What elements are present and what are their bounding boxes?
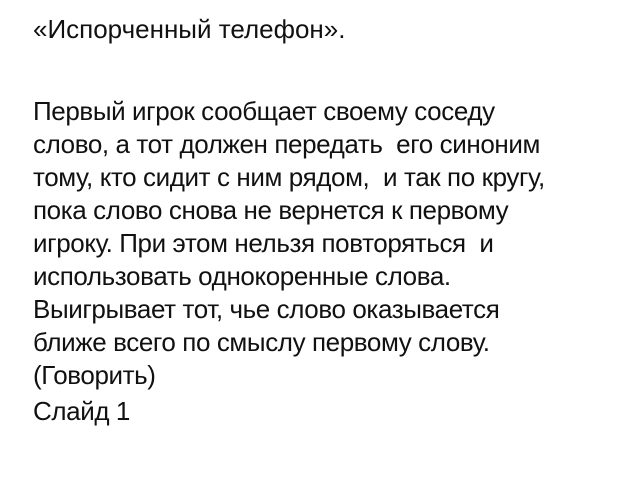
body-line: игроку. При этом нельзя повторяться и — [33, 228, 494, 258]
body-line: ближе всего по смыслу первому слову. — [33, 327, 490, 357]
body-line: слово, а тот должен передать его синоним — [33, 129, 540, 159]
body-line: Первый игрок сообщает своему соседу — [33, 96, 495, 126]
slide-body-paragraph — [33, 95, 545, 428]
body-line: тому, кто сидит с ним рядом, и так по кругу, — [33, 162, 545, 192]
body-line: использовать однокоренные слова. — [33, 261, 451, 291]
slide-title: «Испорченный телефон». — [33, 14, 346, 44]
slide-number-label: Слайд 1 — [33, 396, 130, 426]
body-line-govorit: (Говорить) — [33, 360, 156, 390]
body-line: пока слово снова не вернется к первому — [33, 195, 509, 225]
body-line: Выигрывает тот, чье слово оказывается — [33, 294, 500, 324]
